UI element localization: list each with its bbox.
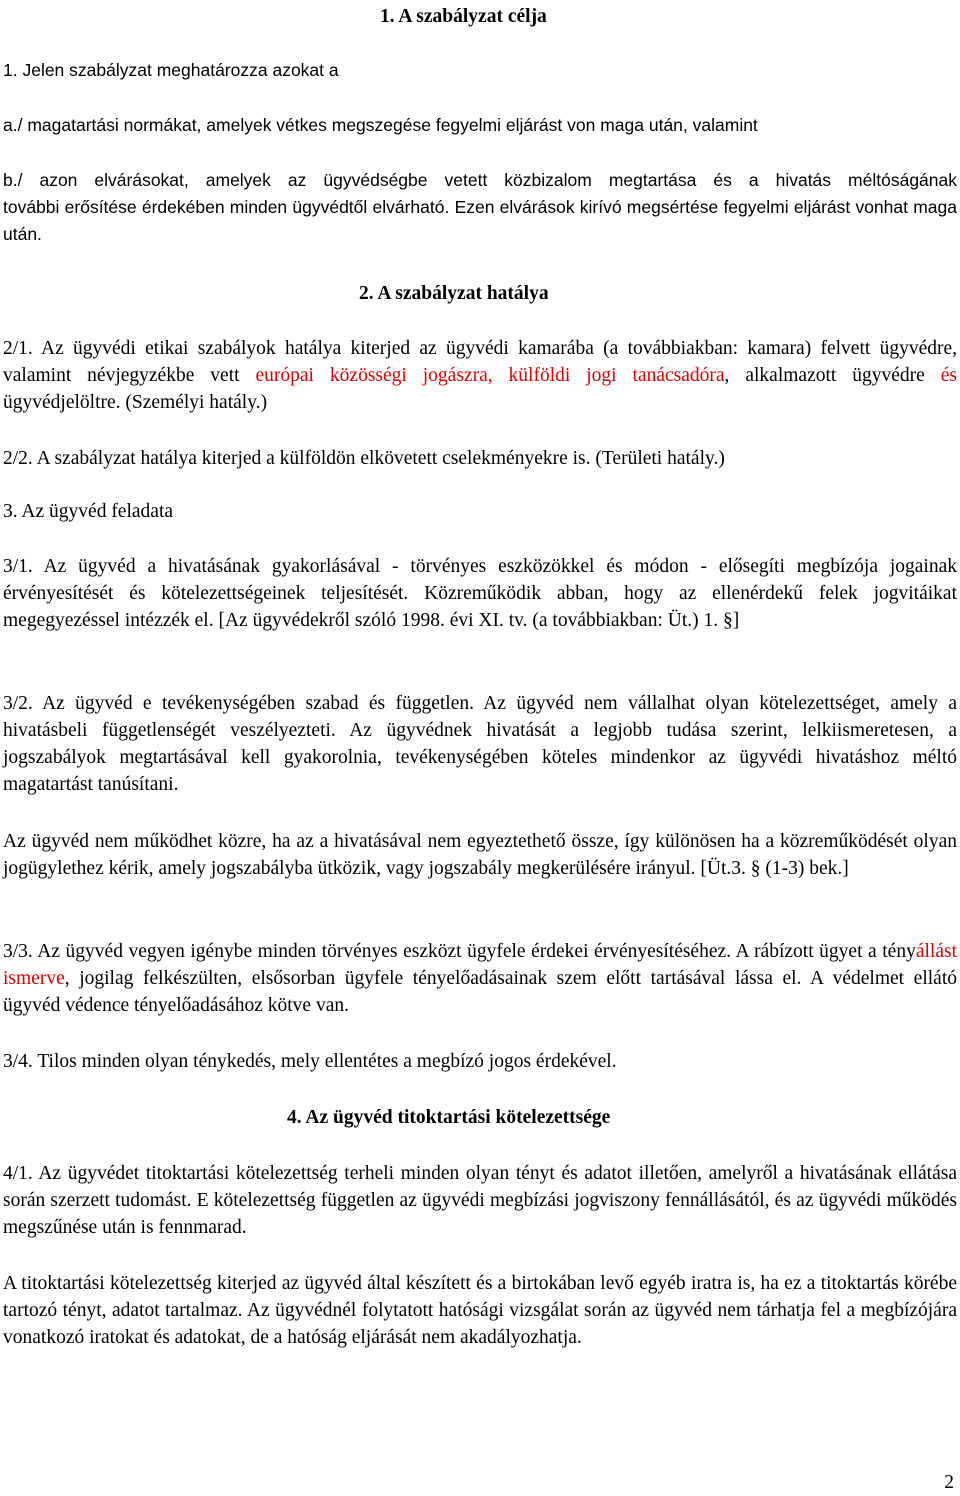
- section-4-paragraph-1: 4/1. Az ügyvédet titoktartási kötelezettség terheli minden olyan tényt és adatot illetően, amelyről a hivatásának ellátása során szerzett tudomást. E kötelezettség független az ügyvédi megbízási jogviszony fennállásától, és az ügyvédi működés megszűnése után is fennmarad.: [3, 1163, 957, 1238]
- section-3-p4-highlight: állást ismerve: [3, 941, 957, 989]
- section-3-paragraph-5: 3/4. Tilos minden olyan ténykedés, mely ellentétes a megbízó jogos érdekével.: [3, 1051, 617, 1072]
- section-2-p1-text-b: , alkalmazott ügyvédre: [724, 365, 941, 386]
- section-3-p4-text-a: 3/3. Az ügyvéd vegyen igénybe minden törvényes eszközt ügyfele érdekei érvényesítéséhez. A rábízott ügyet a tény: [3, 941, 916, 962]
- section-2-heading: 2. A szabályzat hatálya: [359, 283, 549, 304]
- section-2-p1-highlight-2: és: [940, 365, 958, 386]
- section-3-paragraph-4: [3, 938, 957, 1019]
- section-1-item-a: a./ magatartási normákat, amelyek vétkes megszegése fegyelmi eljárást von maga után, valamint: [3, 115, 758, 135]
- section-1-item-b-line1: b./ azon elvárásokat, amelyek az ügyvédségbe vetett közbizalom megtartása és a hivatás méltóságának: [3, 170, 957, 190]
- section-1-intro: 1. Jelen szabályzat meghatározza azokat a: [3, 60, 339, 80]
- section-3-paragraph-3: Az ügyvéd nem működhet közre, ha az a hivatásával nem egyeztethető össze, így különösen ha a közreműködését olyan jogügylethez kérik, amely jogszabályba ütközik, vagy jogszabály megkerülésére irányul. [Üt.3. § (1-3) bek.]: [3, 831, 957, 879]
- section-2-p1-highlight-1: európai közösségi jogászra, külföldi jogi tanácsadóra: [255, 365, 725, 386]
- section-1-item-b-rest: további erősítése érdekében minden ügyvédtől elvárható. Ezen elvárások kirívó megsértése fegyelmi eljárást vonhat maga után.: [3, 197, 957, 244]
- section-2-paragraph-1: [3, 335, 957, 416]
- section-2-paragraph-2: 2/2. A szabályzat hatálya kiterjed a külföldön elkövetett cselekményekre is. (Területi hatály.): [3, 448, 725, 469]
- section-2-p1-text-a: 2/1. Az ügyvédi etikai szabályok hatálya kiterjed az ügyvédi kamarába (a továbbiakban: kamara) felvett ügyvédre, valamint névjegyzékbe vett: [3, 338, 957, 386]
- section-1-heading: 1. A szabályzat célja: [380, 6, 547, 27]
- section-3-heading: 3. Az ügyvéd feladata: [3, 501, 174, 522]
- section-4-paragraph-2: A titoktartási kötelezettség kiterjed az ügyvéd által készített és a birtokában levő egyéb iratra is, ha ez a titoktartás körébe tartozó tényt, adatot tartalmaz. Az ügyvédnél folytatott hatósági vizsgálat során az ügyvéd nem tárhatja fel a megbízójára vonatkozó iratokat és adatokat, de a hatóság eljárását nem akadályozhatja.: [3, 1273, 957, 1348]
- section-2-p1-text-c: ügyvédjelöltre. (Személyi hatály.): [3, 392, 268, 413]
- section-4-heading: 4. Az ügyvéd titoktartási kötelezettsége: [287, 1107, 611, 1128]
- page-number: 2: [944, 1472, 954, 1493]
- section-3-paragraph-2: 3/2. Az ügyvéd e tevékenységében szabad és független. Az ügyvéd nem vállalhat olyan kötelezettséget, amely a hivatásbeli függetlenségét veszélyezteti. Az ügyvédnek hivatását a legjobb tudása szerint, lelkiismeretesen, a jogszabályok megtartásával kell gyakorolnia, tevékenységében köteles mindenkor az ügyvédi hivatáshoz méltó magatartást tanúsítani.: [3, 693, 957, 795]
- section-3-p4-text-b: , jogilag felkészülten, elsősorban ügyfele tényelőadásainak szem előtt tartásával lássa el. A védelmet ellátó ügyvéd védence tényelőadásához kötve van.: [3, 968, 957, 1016]
- section-3-paragraph-1: 3/1. Az ügyvéd a hivatásának gyakorlásával - törvényes eszközökkel és módon - elősegíti megbízója jogainak érvényesítését és kötelezettségeinek teljesítését. Közreműködik abban, hogy az ellenérdekű felek jogvitáikat megegyezéssel intézzék el. [Az ügyvédekről szóló 1998. évi XI. tv. (a továbbiakban: Üt.) 1. §]: [3, 556, 957, 631]
